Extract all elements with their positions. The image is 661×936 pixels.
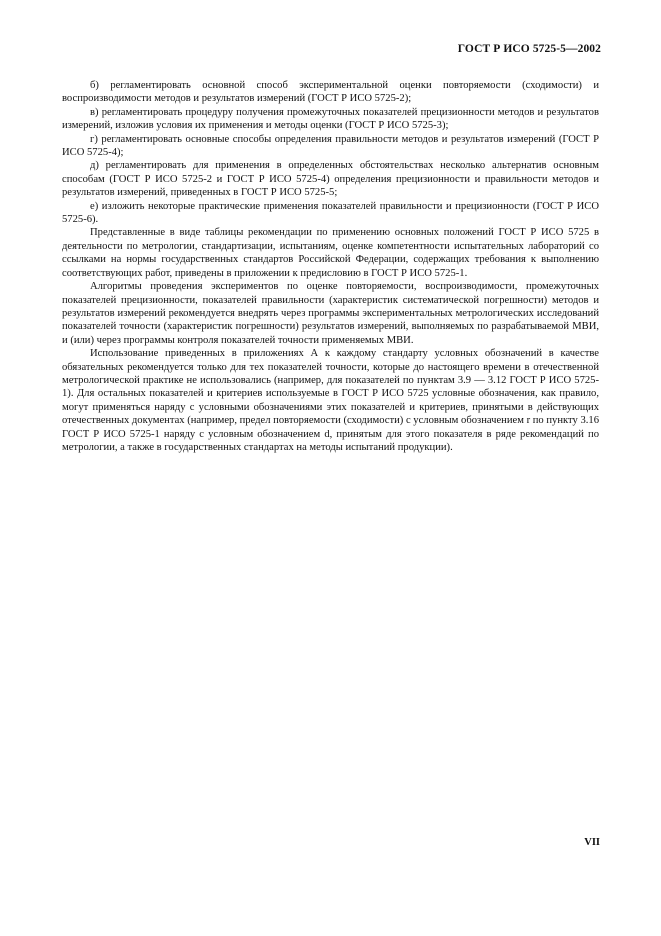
page-header-title: ГОСТ Р ИСО 5725-5—2002	[457, 43, 601, 55]
paragraph-item-e: е) изложить некоторые практические применения показателей правильности и прецизионности (ГОСТ Р ИСО 5725-6).	[62, 200, 599, 226]
paragraph-algorithms: Алгоритмы проведения экспериментов по оценке повторяемости, воспроизводимости, промежуточных показателей прецизионности, показателей правильности (характеристик систематической погрешности) методов и результатов измерений рекомендуется внедрять через программы экспериментальных метрологических исследований показателей точности (характеристик погрешности) результатов измерений, выполняемых по разрабатываемой МВИ, и (или) через программы контроля показателей точности применяемых МВИ.	[62, 281, 599, 346]
paragraph-notation: Использование приведенных в приложениях А к каждому стандарту условных обозначений в качестве обязательных рекомендуется только для тех показателей точности, которые до настоящего времени в отечественной метрологической практике не использовались (например, для показателей по пунктам 3.9 — 3.12 ГОСТ Р ИСО 5725-1). Для остальных показателей и критериев используемые в ГОСТ Р ИСО 5725 условные обозначения, как правило, могут применяться наряду с условными обозначениями этих показателей и критериев, принятыми в действующих отечественных документах (например, предел повторяемости (сходимости) с условным обозначением r по пункту 3.16 ГОСТ Р ИСО 5725-1 наряду с условным обозначением d, принятым для этого показателя в ряде рекомендаций по метрологии, а также в государственных стандартах на методы испытаний продукции).	[62, 348, 599, 453]
paragraph-recommendations: Представленные в виде таблицы рекомендации по применению основных положений ГОСТ Р ИСО 5725 в деятельности по метрологии, стандартизации, испытаниям, оценке компетентности испытательных лабораторий со ссылками на нормы государственных стандартов Российской Федерации, содержащих требования к выполнению соответствующих работ, приведены в приложении к предисловию в ГОСТ Р ИСО 5725-1.	[62, 227, 599, 279]
paragraph-item-v: в) регламентировать процедуру получения промежуточных показателей прецизионности методов и результатов измерений, изложив условия их применения и методы оценки (ГОСТ Р ИСО 5725-3);	[62, 106, 599, 132]
paragraph-item-b: б) регламентировать основной способ экспериментальной оценки повторяемости (сходимости) и воспроизводимости методов и результатов измерений (ГОСТ Р ИСО 5725-2);	[62, 80, 599, 105]
document-body	[62, 79, 599, 454]
paragraph-item-g: г) регламентировать основные способы определения правильности методов и результатов измерений (ГОСТ Р ИСО 5725-4);	[62, 133, 599, 159]
paragraph-item-d: д) регламентировать для применения в определенных обстоятельствах несколько альтернатив основным способам (ГОСТ Р ИСО 5725-2 и ГОСТ Р ИСО 5725-4) определения прецизионности и правильности методов и результатов измерений, приведенных в ГОСТ Р ИСО 5725-5;	[62, 160, 599, 199]
page-number: VII	[584, 837, 600, 848]
